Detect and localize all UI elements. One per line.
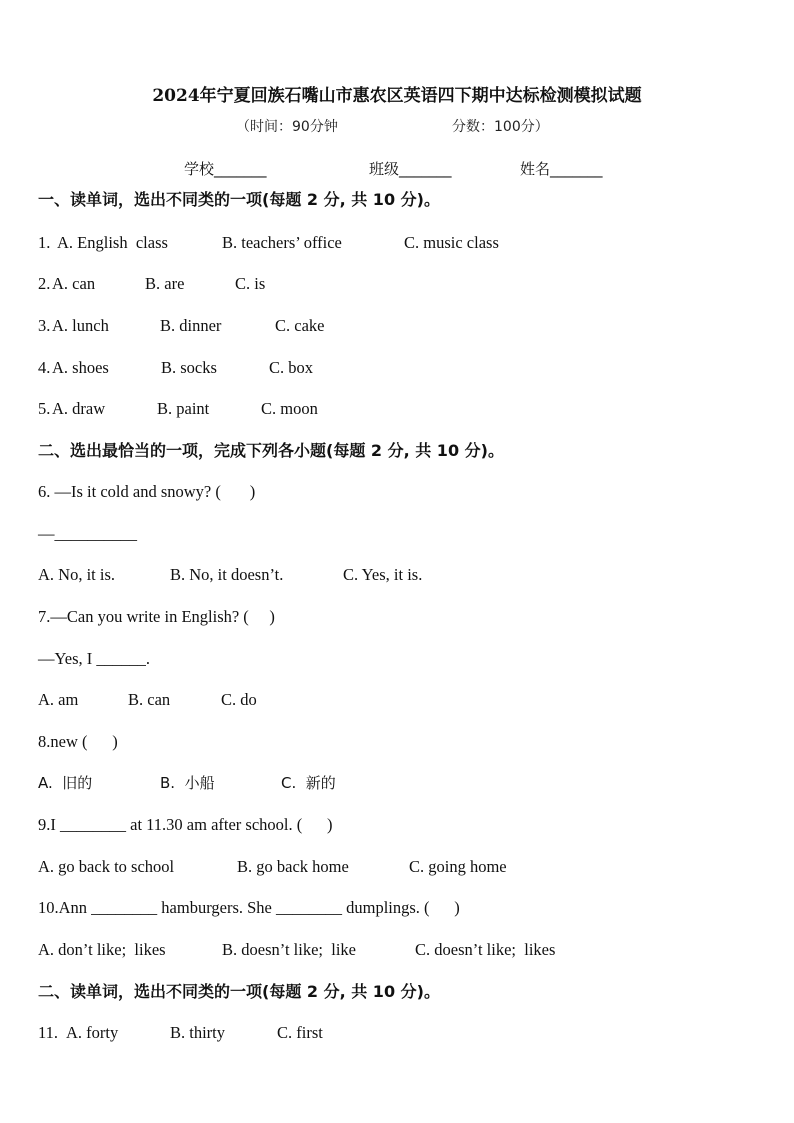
answer-line: —Yes, I ______.	[38, 649, 151, 668]
class-field: 班级_______	[369, 160, 452, 178]
question-stem: 6. —Is it cold and snowy? ( )	[38, 482, 256, 501]
time-info: （时间：90分钟	[236, 119, 338, 135]
question-number: 2.	[38, 274, 51, 293]
option-a: A. draw	[52, 399, 106, 418]
option-a: A. can	[52, 274, 96, 293]
option-b: B. socks	[161, 358, 217, 377]
option-c: C. is	[235, 274, 266, 293]
section-3-heading: 二、读单词，选出不同类的一项(每题 2 分, 共 10 分)。	[38, 982, 440, 1001]
exam-title: 2024年宁夏回族石嘴山市惠农区英语四下期中达标检测模拟试题	[152, 86, 642, 106]
question-number: 1.	[38, 233, 55, 252]
option-a: A. forty	[66, 1023, 119, 1042]
option-b: B. doesn’t like; like	[222, 940, 356, 959]
question-number: 11.	[38, 1023, 63, 1042]
option-c: C. doesn’t like; likes	[415, 940, 556, 959]
option-c: C. Yes, it is.	[343, 565, 423, 584]
name-field: 姓名_______	[520, 160, 603, 178]
option-a: A. don’t like; likes	[38, 940, 166, 959]
option-c: C. moon	[261, 399, 318, 418]
option-b: B. are	[145, 274, 185, 293]
school-field: 学校_______	[184, 160, 267, 178]
option-b: B. paint	[157, 399, 210, 418]
question-stem: 7.—Can you write in English? ( )	[38, 607, 275, 626]
option-a: A. shoes	[52, 358, 109, 377]
option-c: C. cake	[275, 316, 325, 335]
option-b: B. go back home	[237, 857, 349, 876]
option-a: A. lunch	[52, 316, 109, 335]
option-b: B. dinner	[160, 316, 222, 335]
option-a: A. English class	[57, 233, 168, 252]
option-b: B. 小船	[160, 774, 215, 792]
section-2-heading: 二、选出最恰当的一项，完成下列各小题(每题 2 分, 共 10 分)。	[38, 441, 504, 460]
answer-line: —__________	[38, 524, 137, 543]
option-c: C. 新的	[281, 774, 336, 792]
option-b: B. can	[128, 690, 171, 709]
option-b: B. teachers’ office	[222, 233, 342, 252]
option-b: B. thirty	[170, 1023, 226, 1042]
option-c: C. first	[277, 1023, 323, 1042]
question-stem: 8.new ( )	[38, 732, 118, 751]
option-a: A. go back to school	[38, 857, 175, 876]
option-a: A. am	[38, 690, 79, 709]
question-number: 4.	[38, 358, 51, 377]
option-c: C. music class	[404, 233, 499, 252]
question-number: 5.	[38, 399, 51, 418]
question-number: 3.	[38, 316, 51, 335]
question-stem: 9.I ________ at 11.30 am after school. ( )	[38, 815, 333, 834]
option-c: C. do	[221, 690, 257, 709]
option-b: B. No, it doesn’t.	[170, 565, 284, 584]
section-1-heading: 一、读单词，选出不同类的一项(每题 2 分, 共 10 分)。	[38, 190, 440, 209]
option-a: A. No, it is.	[38, 565, 116, 584]
option-c: C. going home	[409, 857, 507, 876]
option-a: A. 旧的	[38, 774, 93, 792]
score-info: 分数：100分）	[452, 119, 549, 135]
option-c: C. box	[269, 358, 314, 377]
question-stem: 10.Ann ________ hamburgers. She ________ dumplings. ( )	[38, 898, 460, 917]
